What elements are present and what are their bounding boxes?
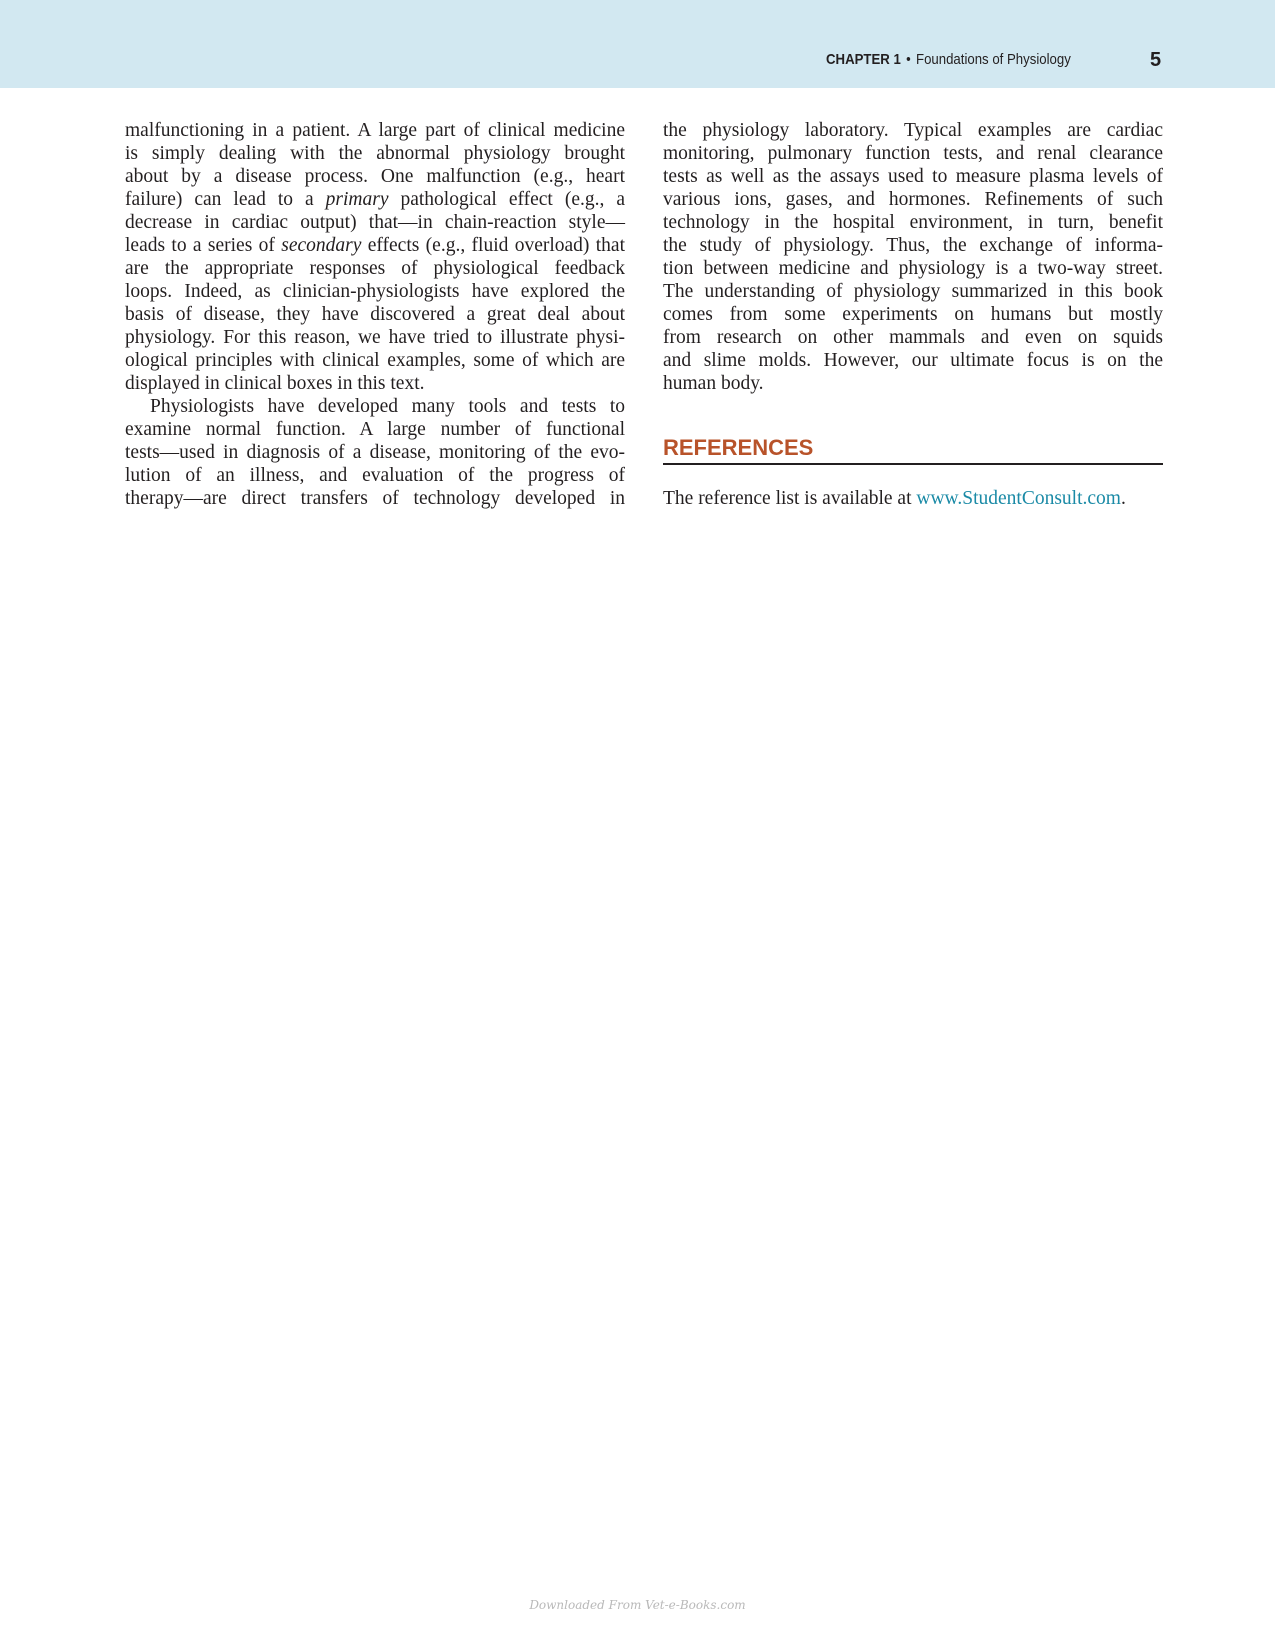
references-text <box>663 487 1163 510</box>
text-line: human body. <box>663 373 764 394</box>
text-line: about by a disease process. One malfunction (e.g., heart <box>125 166 625 187</box>
download-watermark: Downloaded From Vet-e-Books.com <box>529 1598 746 1612</box>
text-line: tests as well as the assays used to measure plasma levels of <box>663 166 1163 187</box>
text-line: malfunctioning in a patient. A large part of clinical medicine <box>125 120 625 141</box>
text-line: tion between medicine and physiology is a two-way street. <box>663 258 1163 279</box>
running-header-band <box>0 0 1275 88</box>
running-header-chapter <box>826 51 1071 68</box>
text-line: displayed in clinical boxes in this text. <box>125 373 425 394</box>
text-line: basis of disease, they have discovered a great deal about <box>125 304 625 325</box>
text-line: the study of physiology. Thus, the exchange of informa- <box>663 235 1163 256</box>
text-line: various ions, gases, and hormones. Refinements of such <box>663 189 1163 210</box>
student-consult-link[interactable]: www.StudentConsult.com <box>916 488 1121 509</box>
italic-term: secondary <box>281 235 362 256</box>
header-bullet: • <box>906 51 911 68</box>
text-line: the physiology laboratory. Typical examples are cardiac <box>663 120 1163 141</box>
text-line-with-italic: failure) can lead to a primary pathological effect (e.g., a <box>125 189 625 210</box>
italic-term: primary <box>325 189 389 210</box>
text-line: examine normal function. A large number of functional <box>125 419 625 440</box>
left-text-column <box>125 119 625 510</box>
text-line: comes from some experiments on humans but mostly <box>663 304 1163 325</box>
references-text-before: The reference list is available at <box>663 488 917 509</box>
text-line: decrease in cardiac output) that—in chain-reaction style— <box>125 212 625 233</box>
text-line: is simply dealing with the abnormal physiology brought <box>125 143 625 164</box>
text-line: technology in the hospital environment, in turn, benefit <box>663 212 1163 233</box>
text-line: from research on other mammals and even on squids <box>663 327 1163 348</box>
text-line-with-italic: leads to a series of secondary effects (e.g., fluid overload) that <box>125 235 625 256</box>
chapter-title: Foundations of Physiology <box>916 51 1071 68</box>
text-line: lution of an illness, and evaluation of the progress of <box>125 465 625 486</box>
text-line: Physiologists have developed many tools and tests to <box>150 396 625 417</box>
text-line: tests—used in diagnosis of a disease, monitoring of the evo- <box>125 442 625 463</box>
right-text-column <box>663 119 1163 395</box>
text-line: physiology. For this reason, we have tried to illustrate physi- <box>125 327 625 348</box>
page-number: 5 <box>1150 49 1162 71</box>
references-text-after: . <box>1120 488 1126 509</box>
text-line: therapy—are direct transfers of technology developed in <box>125 488 625 509</box>
text-line: loops. Indeed, as clinician-physiologists have explored the <box>125 281 625 302</box>
text-line: ological principles with clinical examples, some of which are <box>125 350 625 371</box>
references-heading: REFERENCES <box>663 434 1163 465</box>
text-line: are the appropriate responses of physiological feedback <box>125 258 625 279</box>
chapter-label: CHAPTER 1 <box>826 51 901 68</box>
text-line: monitoring, pulmonary function tests, and renal clearance <box>663 143 1163 164</box>
text-line: and slime molds. However, our ultimate focus is on the <box>663 350 1163 371</box>
text-line: The understanding of physiology summarized in this book <box>663 281 1163 302</box>
